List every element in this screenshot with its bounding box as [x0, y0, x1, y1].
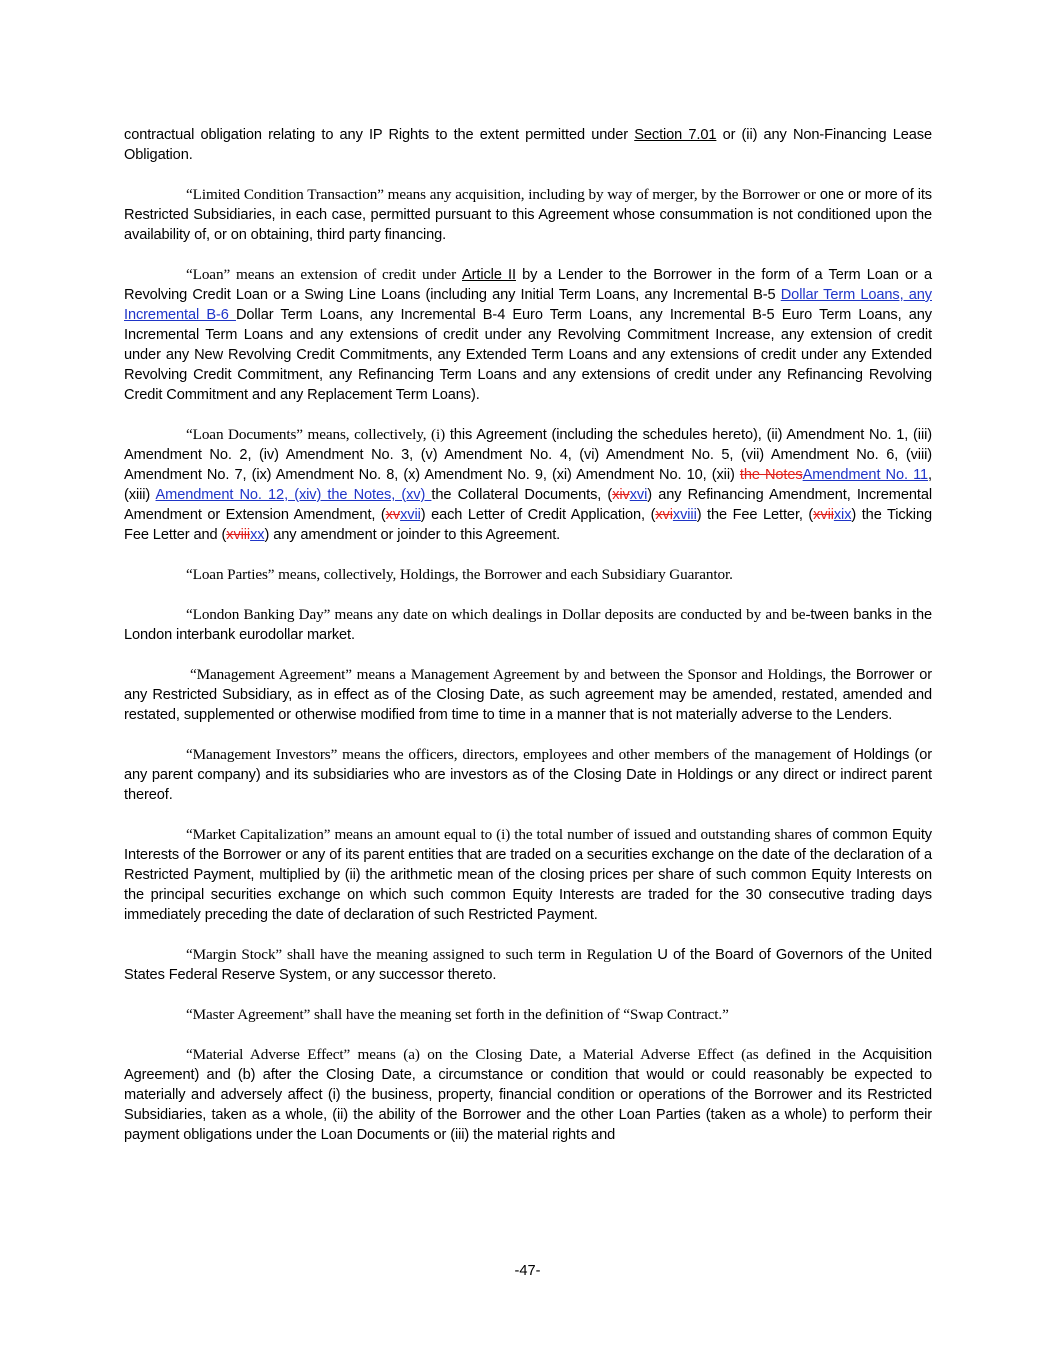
text: means, collectively, (i)	[302, 426, 446, 443]
text: ) the Fee Letter, (	[696, 507, 814, 523]
defined-term: “Loan Documents”	[186, 426, 303, 443]
inserted-text: Amendment No. 12, (xiv) the Notes, (xv)	[155, 487, 432, 503]
deleted-text: xvii	[813, 507, 834, 523]
text: of common Equity Interests of the Borrower or any of its parent entities that are traded on a securities exchange on the date of the declaration of a Restricted Payment, multiplied by (ii) the arithmetic mean of the closing prices per share of such common Equity Interests on the principal securities exchange on which such common Equity Interests are traded for the 30 consecutive trading days immediately preceding the date of declaration of such Restricted Payment.	[124, 827, 932, 923]
text: means, collectively, Holdings, the Borrower and each Subsidiary Guarantor.	[274, 566, 733, 583]
definition-loan	[124, 265, 932, 405]
text: means a Management Agreement by and between the Sponsor and Holdings,	[351, 666, 827, 683]
deleted-text: xviii	[226, 527, 251, 543]
paragraph-continuation	[124, 125, 932, 165]
text: means an amount equal to (i) the total number of issued and outstanding shares	[330, 826, 812, 843]
text: means the officers, directors, employees and other members of the management	[337, 746, 832, 763]
definition-management-investors	[124, 745, 932, 805]
inserted-text: xvi	[629, 487, 648, 503]
defined-term: “Loan”	[186, 266, 231, 283]
inserted-text: Amendment No. 11	[802, 467, 929, 483]
deleted-text: the Notes	[739, 467, 803, 483]
deleted-text: xiv	[612, 487, 630, 503]
definition-loan-parties	[124, 565, 932, 585]
inserted-text: Dollar Term Loans, any Incremental B-6	[124, 287, 932, 323]
text: means any acquisition, including by way of merger, by the Borrower or	[383, 186, 816, 203]
text: one or more of its Restricted Subsidiaries, in each case, permitted pursuant to this Agreement whose consummation is not conditioned upon the availability of, or on obtaining, third party financing.	[124, 187, 932, 243]
definition-london-banking-day	[124, 605, 932, 645]
text: ) any amendment or joinder to this Agreement.	[264, 527, 561, 543]
section-reference: Section 7.01	[634, 127, 717, 143]
defined-term: “Management Investors”	[186, 746, 338, 763]
definition-margin-stock	[124, 945, 932, 985]
inserted-text: xx	[250, 527, 265, 543]
page-number: -47-	[514, 1263, 541, 1279]
inserted-text: xix	[833, 507, 852, 523]
definition-limited-condition-transaction	[124, 185, 932, 245]
text: ) the Ticking Fee Letter and (	[124, 507, 932, 543]
text: Dollar Term Loans, any Incremental B-4 Euro Term Loans, any Incremental B-5 Euro Term Loans, any Incremental Term Loans and any extensions of credit under any Revolving Commitment Increase, any extension of credit under any New Revolving Credit Commitments, any Extended Term Loans and any extensions of credit under any Extended Revolving Credit Commitment, any Refinancing Term Loans and any extensions of credit under any Refinancing Revolving Credit Commitment and any Replacement Term Loans).	[124, 307, 932, 403]
defined-term: “Management Agreement”	[190, 666, 352, 683]
definition-management-agreement	[124, 665, 932, 725]
text: shall have the meaning assigned to such term in Regulation	[282, 946, 653, 963]
inserted-text: xvii	[400, 507, 421, 523]
document-body	[124, 125, 932, 1165]
inserted-text: xviii	[672, 507, 697, 523]
text: the Borrower or any Restricted Subsidiary, as in effect as of the Closing Date, as such agreement may be amended, restated, amended and restated, supplemented or otherwise modified from time to time in a manner that is not materially adverse to the Lenders.	[124, 667, 932, 723]
text: or (ii) any Non-Financing Lease Obligation.	[124, 127, 932, 163]
text: the Collateral Documents, (	[431, 487, 613, 503]
definition-master-agreement	[124, 1005, 932, 1025]
deleted-text: xv	[385, 507, 401, 523]
text: ) any Refinancing Amendment, Incremental Amendment or Extension Amendment, (	[124, 487, 932, 523]
text: contractual obligation relating to any IP Rights to the extent permitted under	[124, 127, 635, 143]
text: means any date on which dealings in Dollar deposits are conducted by and be-	[330, 606, 811, 623]
text: of Holdings (or any parent company) and its subsidiaries who are investors as of the Closing Date in Holdings or any direct or indirect parent thereof.	[124, 747, 932, 803]
definition-market-capitalization	[124, 825, 932, 925]
defined-term: “Loan Parties”	[186, 566, 275, 583]
text: Acquisition Agreement) and (b) after the Closing Date, a circumstance or condition that would or could reasonably be expected to materially and adversely affect (i) the business, property, financial condition or operations of the Borrower and its Restricted Subsidiaries, taken as a whole, (ii) the ability of the Borrower and the other Loan Parties (taken as a whole) to perform their payment obligations under the Loan Documents or (iii) the material rights and	[124, 1047, 933, 1143]
definition-loan-documents	[124, 425, 932, 545]
definition-material-adverse-effect	[124, 1045, 932, 1145]
defined-term: “Material Adverse Effect”	[186, 1046, 351, 1063]
text: , (xiii)	[124, 467, 932, 503]
text: U of the Board of Governors of the United States Federal Reserve System, or any successor thereto.	[124, 947, 932, 983]
text: shall have the meaning set forth in the definition of “Swap Contract.”	[310, 1006, 729, 1023]
defined-term: “Master Agreement”	[186, 1006, 311, 1023]
defined-term: “Limited Condition Transaction”	[186, 186, 384, 203]
deleted-text: xvi	[655, 507, 673, 523]
text: means an extension of credit under	[230, 266, 462, 283]
text: by a Lender to the Borrower in the form of a Term Loan or a Revolving Credit Loan or a Swing Line Loans (including any Initial Term Loans, any Incremental B-5	[124, 267, 933, 303]
text: tween banks in the London interbank eurodollar market.	[124, 607, 932, 643]
defined-term: “Margin Stock”	[186, 946, 283, 963]
defined-term: “Market Capitalization”	[186, 826, 331, 843]
text: this Agreement (including the schedules hereto), (ii) Amendment No. 1, (iii) Amendment No. 2, (iv) Amendment No. 3, (v) Amendment No. 4, (vi) Amendment No. 5, (vii) Amendment No. 6, (viii) Amendment No. 7, (ix) Amendment No. 8, (x) Amendment No. 9, (xi) Amendment No. 10, (xii)	[124, 427, 932, 483]
defined-term: “London Banking Day”	[186, 606, 331, 623]
article-reference: Article II	[461, 267, 516, 283]
text: ) each Letter of Credit Application, (	[420, 507, 656, 523]
text: means (a) on the Closing Date, a Material Adverse Effect (as defined in the	[350, 1046, 856, 1063]
